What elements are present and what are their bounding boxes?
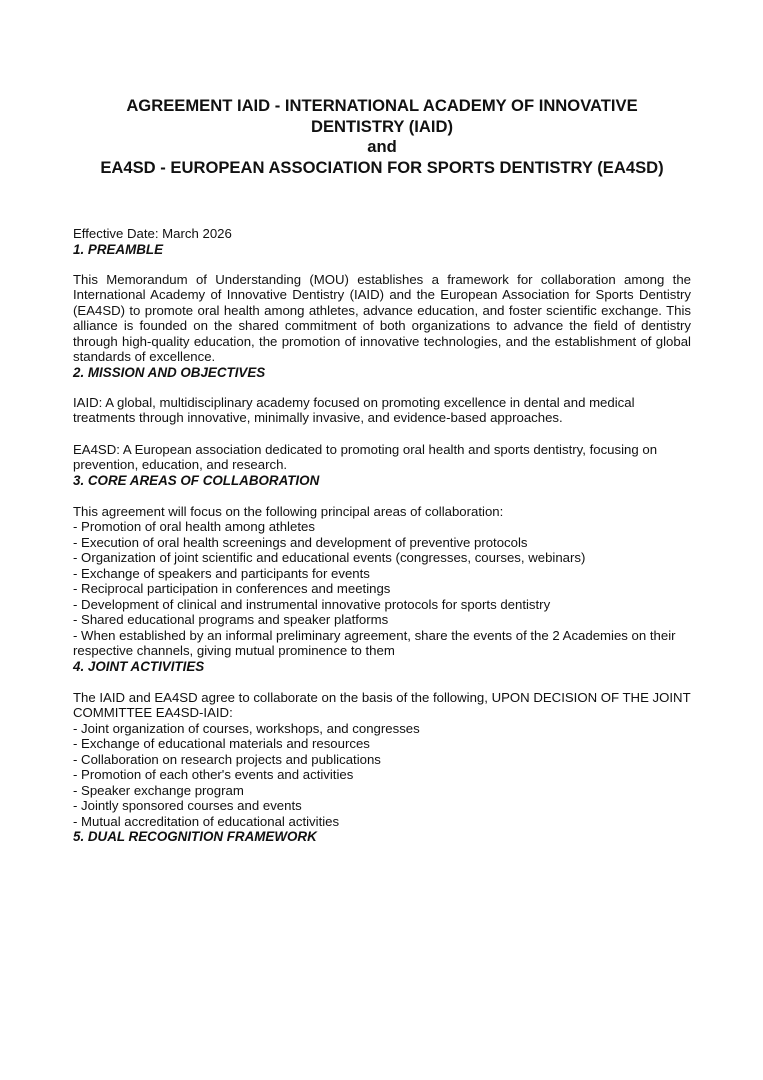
- list-item: - Organization of joint scientific and educational events (congresses, courses, webinars): [73, 550, 586, 565]
- section-heading-core-areas: 3. CORE AREAS OF COLLABORATION: [73, 472, 320, 488]
- document-title: [73, 96, 691, 178]
- section-heading-dual-recognition: 5. DUAL RECOGNITION FRAMEWORK: [73, 829, 317, 844]
- title-line-2: DENTISTRY (IAID): [311, 116, 453, 136]
- list-item: - Reciprocal participation in conferences and meetings: [73, 581, 391, 596]
- list-item: - Speaker exchange program: [73, 782, 244, 798]
- section-heading-joint-activities: 4. JOINT ACTIVITIES: [73, 658, 205, 674]
- list-item: - Shared educational programs and speaker platforms: [73, 612, 389, 627]
- mission-iaid-paragraph: IAID: A global, multidisciplinary academy focused on promoting excellence in dental and medical treatments through innovative, minimally invasive, and evidence-based approaches.: [73, 394, 635, 425]
- core-areas-intro: This agreement will focus on the following principal areas of collaboration:: [73, 503, 504, 519]
- list-item: - Execution of oral health screenings and development of preventive protocols: [73, 534, 528, 550]
- title-line-4: EA4SD - EUROPEAN ASSOCIATION FOR SPORTS DENTISTRY (EA4SD): [100, 157, 664, 177]
- list-item: - Exchange of educational materials and resources: [73, 736, 370, 751]
- list-item: - Exchange of speakers and participants for events: [73, 565, 370, 581]
- list-item: - Collaboration on research projects and publications: [73, 751, 381, 767]
- list-item: - Promotion of each other's events and activities: [73, 767, 354, 782]
- title-line-1: AGREEMENT IAID - INTERNATIONAL ACADEMY OF INNOVATIVE: [126, 96, 638, 115]
- list-item: - Mutual accreditation of educational activities: [73, 813, 340, 829]
- list-item: - When established by an informal preliminary agreement, share the events of the 2 Academies on their respective channels, giving mutual prominence to them: [73, 627, 676, 658]
- section-heading-mission: 2. MISSION AND OBJECTIVES: [73, 364, 266, 380]
- list-item: - Joint organization of courses, workshops, and congresses: [73, 720, 420, 736]
- list-item: - Development of clinical and instrumental innovative protocols for sports dentistry: [73, 596, 551, 612]
- preamble-paragraph: This Memorandum of Understanding (MOU) establishes a framework for collaboration among the International Academy of Innovative Dentistry (IAID) and the European Association for Sports Dentistry (EA4SD) to promote oral health among athletes, advance education, and foster scientific exchange. This alliance is founded on the shared commitment of both organizations to advance the field of dentistry through high-quality education, the promotion of innovative technologies, and the establishment of global standards of excellence.: [73, 271, 691, 364]
- effective-date: Effective Date: March 2026: [73, 226, 232, 241]
- list-item: - Jointly sponsored courses and events: [73, 798, 302, 813]
- section-heading-preamble: 1. PREAMBLE: [73, 241, 164, 257]
- title-line-3: and: [367, 137, 397, 156]
- joint-activities-list: [73, 721, 691, 830]
- joint-activities-intro: The IAID and EA4SD agree to collaborate on the basis of the following, UPON DECISION OF THE JOINT COMMITTEE EA4SD-IAID:: [73, 689, 691, 720]
- list-item: - Promotion of oral health among athletes: [73, 519, 315, 534]
- mission-ea4sd-paragraph: EA4SD: A European association dedicated to promoting oral health and sports dentistry, focusing on prevention, education, and research.: [73, 441, 658, 472]
- core-areas-list: [73, 519, 691, 659]
